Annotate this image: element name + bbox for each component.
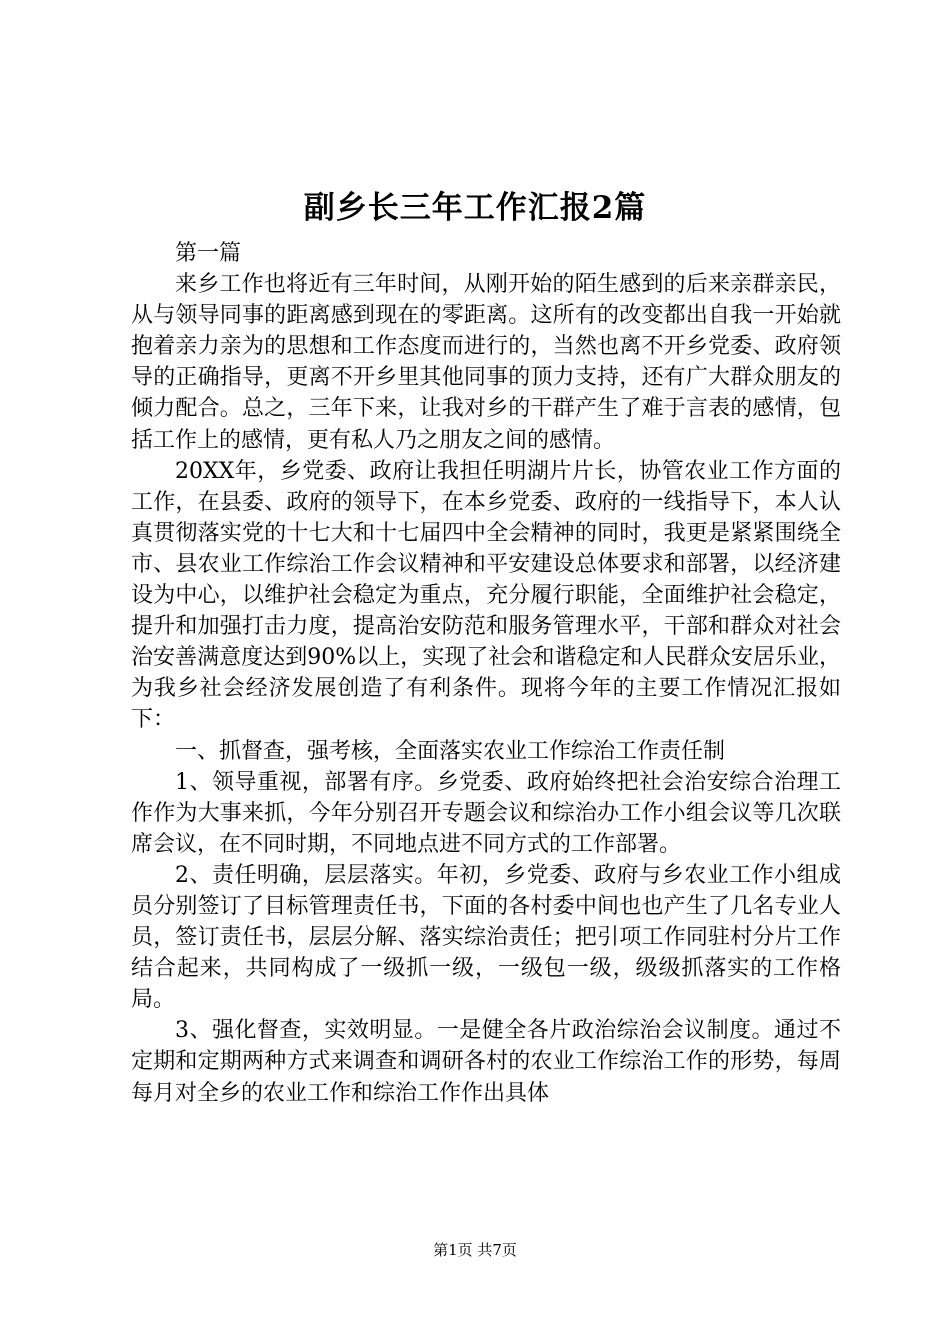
body-paragraph: 来乡工作也将近有三年时间，从刚开始的陌生感到的后来亲群亲民，从与领导同事的距离感到现在的零距离。这所有的改变都出自我一开始就抱着亲力亲为的思想和工作态度而进行的，当然也离不开乡党委、政府领导的正确指导，更离不开乡里其他同事的顶力支持，还有广大群众朋友的倾力配合。总之，三年下来，让我对乡的干群产生了难于言表的感情，包括工作上的感情，更有私人乃之朋友之间的感情。 bbox=[131, 272, 841, 453]
page-number-footer: 第1页 共7页 bbox=[433, 1241, 517, 1259]
section-heading: 第一篇 bbox=[175, 241, 242, 266]
body-paragraph: 20XX年，乡党委、政府让我担任明湖片片长，协管农业工作方面的工作，在县委、政府的领导下，在本乡党委、政府的一线指导下，本人认真贯彻落实党的十七大和十七届四中全会精神的同时，我更是紧紧围绕全市、县农业工作综治工作会议精神和平安建设总体要求和部署，以经济建设为中心，以维护社会稳定为重点，充分履行职能，全面维护社会稳定，提升和加强打击力度，提高治安防范和服务管理水平，干部和群众对社会治安善满意度达到90%以上，实现了社会和谐稳定和人民群众安居乐业，为我乡社会经济发展创造了有利条件。现将今年的主要工作情况汇报如下： bbox=[131, 458, 841, 733]
document-title: 副乡长三年工作汇报2篇 bbox=[303, 190, 647, 226]
document-body bbox=[131, 238, 841, 1109]
body-paragraph: 2、责任明确，层层落实。年初，乡党委、政府与乡农业工作小组成员分别签订了目标管理责任书，下面的各村委中间也也产生了几名专业人员，签订责任书，层层分解、落实综治责任；把引项工作同驻村分片工作结合起来，共同构成了一级抓一级，一级包一级，级级抓落实的工作格局。 bbox=[131, 862, 841, 1013]
body-paragraph: 3、强化督查，实效明显。一是健全各片政治综治会议制度。通过不定期和定期两种方式来调查和调研各村的农业工作综治工作的形势，每周每月对全乡的农业工作和综治工作作出具体 bbox=[131, 1018, 841, 1106]
subsection-heading: 一、抓督查，强考核，全面落实农业工作综治工作责任制 bbox=[175, 738, 726, 764]
body-paragraph: 1、领导重视，部署有序。乡党委、政府始终把社会治安综合治理工作作为大事来抓，今年分别召开专题会议和综治办工作小组会议等几次联席会议，在不同时期，不同地点进不同方式的工作部署。 bbox=[131, 769, 841, 857]
